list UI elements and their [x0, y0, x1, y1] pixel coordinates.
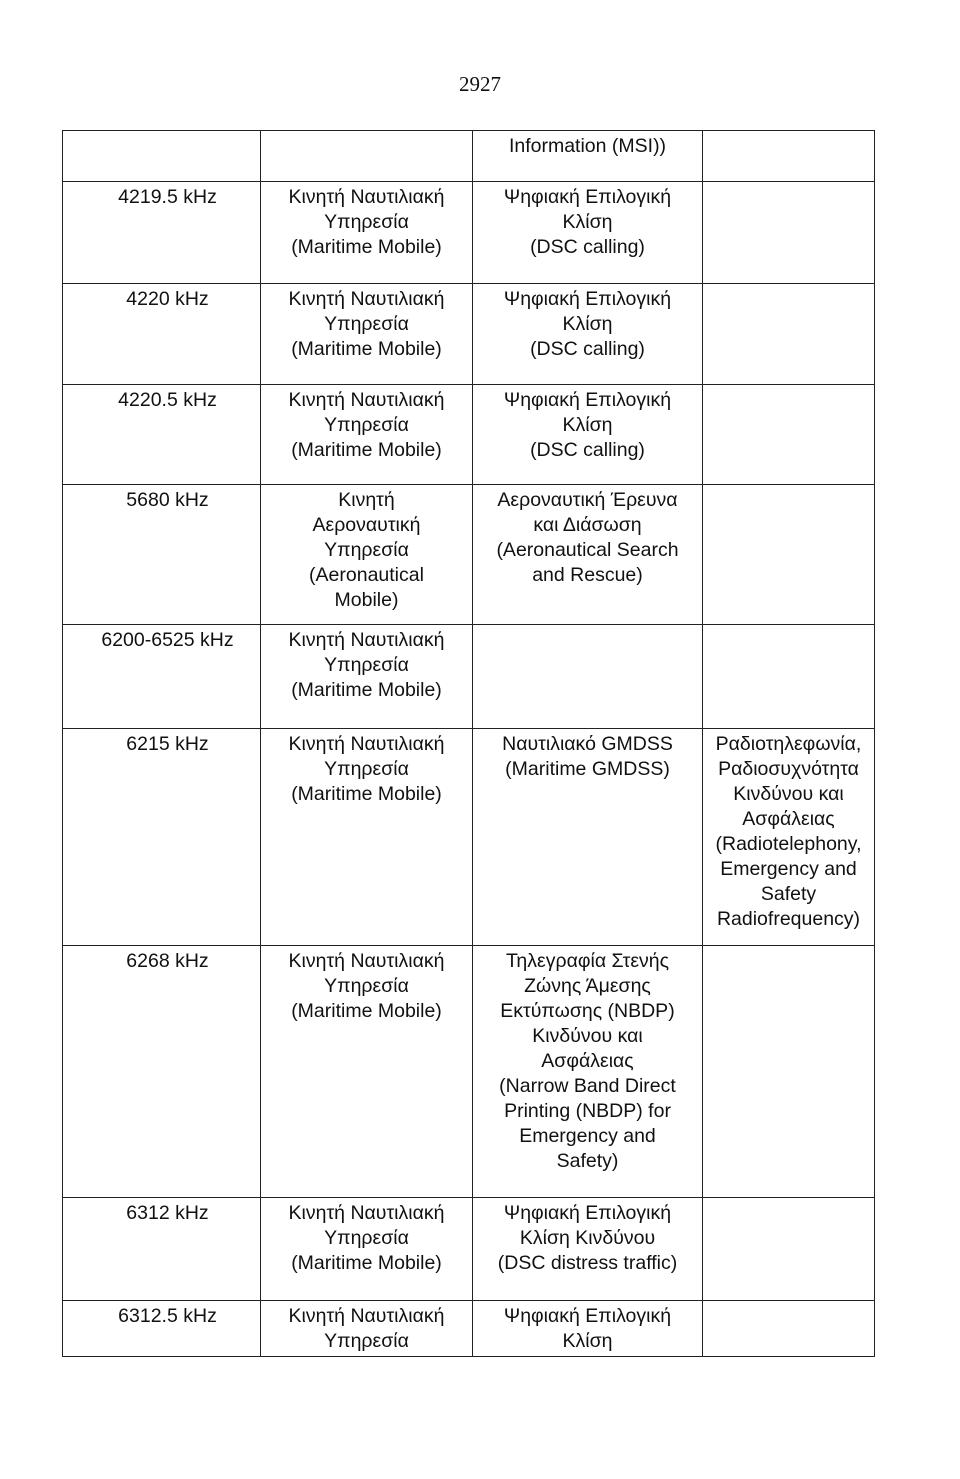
purpose-cell [473, 946, 703, 1198]
cell-line: Κινητή Ναυτιλιακή [288, 1202, 445, 1224]
table-row [63, 1301, 875, 1357]
purpose-cell [473, 131, 703, 182]
notes-cell [703, 131, 875, 182]
cell-line: (Maritime Mobile) [291, 679, 442, 701]
service-cell [261, 131, 473, 182]
service-cell [261, 1198, 473, 1301]
table-row [63, 729, 875, 946]
cell-line: Κινητή Ναυτιλιακή [288, 733, 445, 755]
cell-line: Κλίση [562, 313, 613, 335]
table-row [63, 284, 875, 385]
frequency-cell [63, 131, 261, 182]
cell-line: Τηλεγραφία Στενής [505, 950, 670, 972]
table-row [63, 625, 875, 729]
cell-line: Εκτύπωσης (NBDP) [500, 1000, 675, 1022]
notes-cell [703, 182, 875, 284]
purpose-cell [473, 729, 703, 946]
cell-line: Information (MSI)) [508, 135, 667, 157]
page-number: 2927 [459, 72, 501, 96]
frequency-cell: 4219.5 kHz [63, 182, 261, 284]
cell-line: (DSC calling) [530, 439, 645, 461]
cell-line: Ζώνης Άμεσης [524, 975, 651, 997]
table-row [63, 1198, 875, 1301]
cell-line: Υπηρεσία [324, 313, 409, 335]
cell-line: Κινητή Ναυτιλιακή [288, 1305, 445, 1327]
cell-line: (Maritime Mobile) [291, 1252, 442, 1274]
table-row [63, 385, 875, 485]
cell-line: (Maritime GMDSS) [505, 758, 670, 780]
notes-cell [703, 1301, 875, 1357]
frequency-cell: 6215 kHz [63, 729, 261, 946]
notes-cell [703, 385, 875, 485]
notes-cell [703, 1198, 875, 1301]
cell-line: Κινητή [338, 489, 395, 511]
cell-line: (DSC calling) [530, 236, 645, 258]
cell-line: Κινητή Ναυτιλιακή [288, 288, 445, 310]
cell-line: Ραδιοσυχνότητα [718, 758, 859, 780]
frequency-table [62, 130, 875, 1357]
service-cell [261, 385, 473, 485]
cell-line: Κινδύνου και [532, 1025, 643, 1047]
frequency-cell: 6268 kHz [63, 946, 261, 1198]
notes-cell [703, 284, 875, 385]
purpose-cell [473, 625, 703, 729]
cell-line: (Maritime Mobile) [291, 236, 442, 258]
cell-line: (Narrow Band Direct [499, 1075, 676, 1097]
cell-line: Ψηφιακή Επιλογική [503, 389, 672, 411]
cell-line: Υπηρεσία [324, 1330, 409, 1352]
cell-line: Ψηφιακή Επιλογική [503, 1202, 672, 1224]
frequency-cell: 4220 kHz [63, 284, 261, 385]
cell-line: Υπηρεσία [324, 211, 409, 233]
cell-line: Κλίση [562, 211, 613, 233]
cell-line: (DSC distress traffic) [497, 1252, 678, 1274]
frequency-cell: 6312.5 kHz [63, 1301, 261, 1357]
cell-line: (Aeronautical [309, 564, 424, 586]
cell-line: Radiofrequency) [716, 908, 861, 930]
cell-line: Κινητή Ναυτιλιακή [288, 389, 445, 411]
cell-line: Υπηρεσία [324, 975, 409, 997]
cell-line: Κλίση Κινδύνου [519, 1227, 656, 1249]
cell-line: Υπηρεσία [324, 758, 409, 780]
table-row [63, 485, 875, 625]
cell-line: Κινητή Ναυτιλιακή [288, 186, 445, 208]
cell-line: (Aeronautical Search [496, 539, 679, 561]
cell-line: Ψηφιακή Επιλογική [503, 288, 672, 310]
purpose-cell [473, 284, 703, 385]
table-row [63, 131, 875, 182]
cell-line: και Διάσωση [533, 514, 642, 536]
cell-line: (Maritime Mobile) [291, 783, 442, 805]
notes-cell [703, 625, 875, 729]
frequency-cell: 4220.5 kHz [63, 385, 261, 485]
cell-line: Printing (NBDP) for [504, 1100, 671, 1122]
cell-line: Υπηρεσία [324, 654, 409, 676]
notes-cell [703, 485, 875, 625]
cell-line: Υπηρεσία [324, 1227, 409, 1249]
cell-line: Mobile) [334, 589, 399, 611]
service-cell [261, 182, 473, 284]
table-row [63, 182, 875, 284]
cell-line: Ασφάλειας [742, 808, 835, 830]
cell-line: Emergency and [519, 1125, 656, 1147]
cell-line: and Rescue) [532, 564, 643, 586]
cell-line: Κινητή Ναυτιλιακή [288, 950, 445, 972]
cell-line: Ναυτιλιακό GMDSS [502, 733, 673, 755]
cell-line: Emergency and [720, 858, 857, 880]
cell-line: Ασφάλειας [541, 1050, 634, 1072]
cell-line: Αεροναυτική Έρευνα [497, 489, 678, 511]
table-body [63, 131, 875, 1357]
cell-line: Ραδιοτηλεφωνία, [715, 733, 862, 755]
cell-line: (DSC calling) [530, 338, 645, 360]
frequency-cell: 5680 kHz [63, 485, 261, 625]
cell-line: Safety) [556, 1150, 619, 1172]
service-cell [261, 729, 473, 946]
service-cell [261, 284, 473, 385]
purpose-cell [473, 1301, 703, 1357]
service-cell [261, 946, 473, 1198]
cell-line: Υπηρεσία [324, 414, 409, 436]
cell-line: (Maritime Mobile) [291, 338, 442, 360]
cell-line: Κινητή Ναυτιλιακή [288, 629, 445, 651]
cell-line: (Maritime Mobile) [291, 439, 442, 461]
cell-line: Κλίση [562, 1330, 613, 1352]
purpose-cell [473, 385, 703, 485]
frequency-cell: 6312 kHz [63, 1198, 261, 1301]
cell-line: (Radiotelephony, [715, 833, 862, 855]
purpose-cell [473, 485, 703, 625]
service-cell [261, 1301, 473, 1357]
cell-line: Υπηρεσία [324, 539, 409, 561]
cell-line: Ψηφιακή Επιλογική [503, 1305, 672, 1327]
cell-line: Κινδύνου και [733, 783, 844, 805]
notes-cell [703, 946, 875, 1198]
purpose-cell [473, 1198, 703, 1301]
cell-line: (Maritime Mobile) [291, 1000, 442, 1022]
table-row [63, 946, 875, 1198]
frequency-cell: 6200-6525 kHz [63, 625, 261, 729]
service-cell [261, 625, 473, 729]
purpose-cell [473, 182, 703, 284]
cell-line: Ψηφιακή Επιλογική [503, 186, 672, 208]
service-cell [261, 485, 473, 625]
cell-line: Safety [760, 883, 817, 905]
cell-line: Κλίση [562, 414, 613, 436]
cell-line: Αεροναυτική [312, 514, 421, 536]
notes-cell [703, 729, 875, 946]
